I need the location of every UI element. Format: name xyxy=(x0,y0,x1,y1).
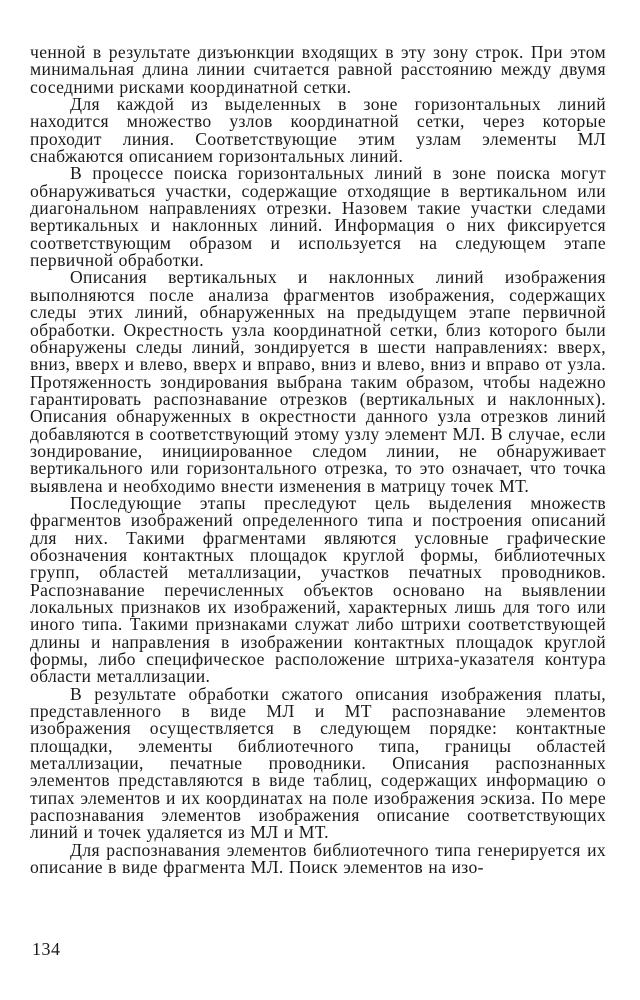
page-body xyxy=(30,44,606,877)
paragraph-1: ченной в результате дизъюнкции входящих в эту зону строк. При этом минимальная длина линии считается равной расстоянию между двумя соседними рисками координатной сетки. xyxy=(30,42,606,97)
page-number: 134 xyxy=(32,939,61,959)
paragraph-4: Описания вертикальных и наклонных линий изображения выполняются после анализа фрагментов изображения, содержащих следы этих линий, обнаруженных на предыдущем этапе первичной обработки. Окрестность узла координатной сетки, близ которого были обнаружены следы линий, зондируется в шести направлениях: вверх, вниз, вверх и влево, вверх и вправо, вниз и влево, вниз и вправо от узла. Протяженность зондирования выбрана таким образом, чтобы надежно гарантировать распознавание отрезков (вертикальных и наклонных). Описания обнаруженных в окрестности данного узла отрезков линий добавляются в соответствующий этому узлу элемент МЛ. В случае, если зондирование, инициированное следом линии, не обнаруживает вертикального или горизонтального отрезка, то это означает, что точка выявлена и необходимо внести изменения в матрицу точек МТ. xyxy=(30,267,606,496)
paragraph-2: Для каждой из выделенных в зоне горизонтальных линий находится множество узлов координатной сетки, через которые проходит линия. Соответствующие этим узлам элементы МЛ снабжаются описанием горизонтальных линий. xyxy=(30,94,606,167)
paragraph-5: Последующие этапы преследуют цель выделения множеств фрагментов изображений определенного типа и построения описаний для них. Такими фрагментами являются условные графические обозначения контактных площадок круглой формы, библиотечных групп, областей металлизации, участков печатных проводников. Распознавание перечисленных объектов основано на выявлении локальных признаков их изображений, характерных лишь для того или иного типа. Такими признаками служат либо штрихи соответствующей длины и направления в изображении контактных площадок круглой формы, либо специфическое расположение штриха-указателя контура области металлизации. xyxy=(30,492,606,687)
paragraph-7: Для распознавания элементов библиотечного типа генерируется их описание в виде фрагмента МЛ. Поиск элементов на изо- xyxy=(30,839,606,878)
paragraph-6: В результате обработки сжатого описания изображения платы, представленного в виде МЛ и МТ распознавание элементов изображения осуществляется в следующем порядке: контактные площадки, элементы библиотечного типа, границы областей металлизации, печатные проводники. Описания распознанных элементов представляются в виде таблиц, содержащих информацию о типах элементов и их координатах на поле изображения эскиза. По мере распознавания элементов изображения описание соответствующих линий и точек удаляется из МЛ и МТ. xyxy=(30,683,606,843)
paragraph-3: В процессе поиска горизонтальных линий в зоне поиска могут обнаруживаться участки, содержащие отходящие в вертикальном или диагональном направлениях отрезки. Назовем такие участки следами вертикальных и наклонных линий. Информация о них фиксируется соответствующим образом и используется на следующем этапе первичной обработки. xyxy=(30,163,606,271)
